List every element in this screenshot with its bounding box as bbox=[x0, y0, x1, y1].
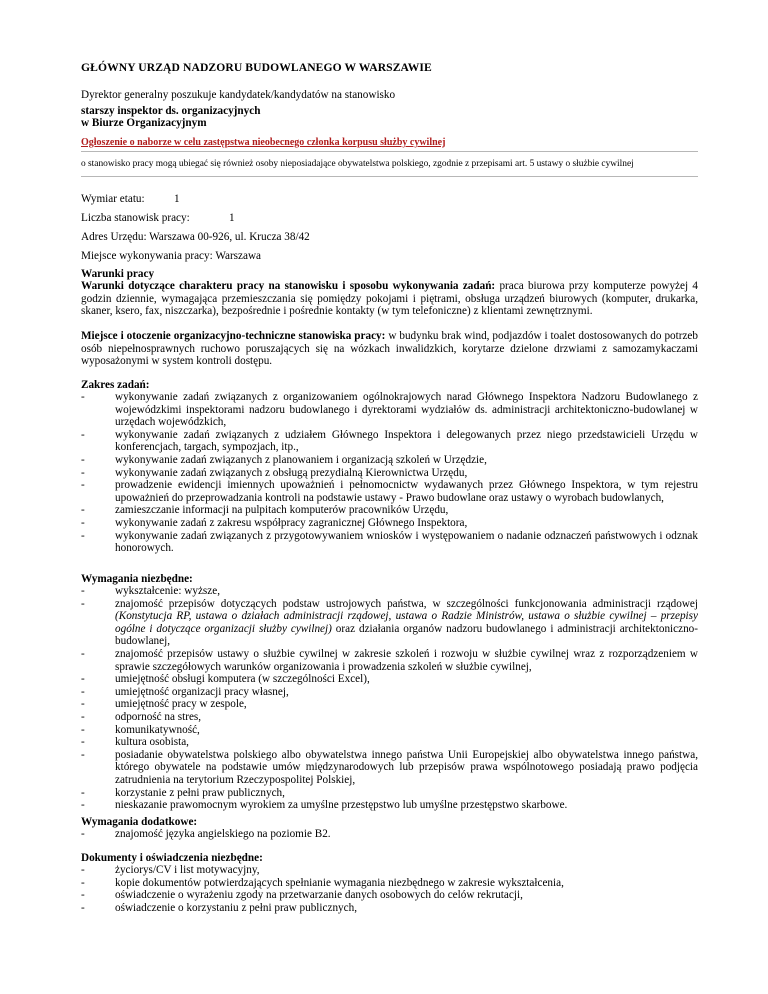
list-item: - odporność na stres, bbox=[81, 711, 698, 724]
divider-top bbox=[81, 151, 698, 152]
wymagania-item2-acts: (Konstytucja RP, ustawa o działach administracji rządowej, ustawa o Radzie Ministrów, ustawa o służbie cywilnej – przepisy ogólne i dotyczące organizacji służby cywilnej) bbox=[115, 610, 698, 635]
office-title: GŁÓWNY URZĄD NADZORU BUDOWLANEGO W WARSZAWIE bbox=[81, 61, 432, 74]
warunki-paragraph-1 bbox=[81, 280, 698, 318]
notice-link[interactable]: Ogłoszenie o naborze w celu zastępstwa nieobecnego członka korpusu służby cywilnej bbox=[81, 137, 446, 148]
list-item: - korzystanie z pełni praw publicznych, bbox=[81, 787, 698, 800]
position-title-line2: w Biurze Organizacyjnym bbox=[81, 117, 207, 129]
list-item: - wykonywanie zadań związanych z obsługą prezydialną Kierownictwa Urzędu, bbox=[81, 467, 698, 480]
dodatkowe-list bbox=[81, 828, 698, 841]
wymagania-item2-text-c: oraz działania organów nadzoru budowlanego i administracji architektoniczno-budowlanej, bbox=[115, 622, 698, 648]
list-item: - kopie dokumentów potwierdzających spełnianie wymagania niezbędnego w zakresie wykształcenia, bbox=[81, 877, 698, 890]
liczba-stanowisk-value: 1 bbox=[229, 212, 235, 224]
warunki-heading: Warunki pracy bbox=[81, 268, 155, 280]
list-item: - umiejętność pracy w zespole, bbox=[81, 698, 698, 711]
office-address: Adres Urzędu: Warszawa 00-926, ul. Krucza 38/42 bbox=[81, 231, 310, 243]
work-location: Miejsce wykonywania pracy: Warszawa bbox=[81, 250, 261, 262]
list-item: - życiorys/CV i list motywacyjny, bbox=[81, 864, 698, 877]
position-title-line1: starszy inspektor ds. organizacyjnych bbox=[81, 105, 261, 117]
dodatkowe-heading: Wymagania dodatkowe: bbox=[81, 816, 198, 828]
liczba-stanowisk-row bbox=[81, 212, 698, 225]
list-item: - oświadczenie o korzystaniu z pełni praw publicznych, bbox=[81, 902, 698, 915]
warunki-p2-text: w budynku brak wind, podjazdów i toalet dostosowanych do potrzeb osób niepełnosprawnych ruchowo poruszających się na wózkach inwalidzkich, korytarze dzielone drzwiami z samozamykaczami wyposażonymi w system kontroli dostępu. bbox=[81, 330, 698, 368]
dokumenty-list bbox=[81, 864, 698, 914]
list-item: - wykonywanie zadań związanych z planowaniem i organizacją szkoleń w Urzędzie, bbox=[81, 454, 698, 467]
list-item: - umiejętność obsługi komputera (w szczególności Excel), bbox=[81, 673, 698, 686]
list-item: - wykształcenie: wyższe, bbox=[81, 585, 698, 598]
list-item: - znajomość przepisów ustawy o służbie cywilnej w zakresie szkoleń i rozwoju w służbie cywilnej wraz z rozporządzeniem w sprawie szczegółowych warunków organizowania i prowadzenia szkoleń w służbie cywilnej, bbox=[81, 648, 698, 673]
warunki-p1-label: Warunki dotyczące charakteru pracy na stanowisku i sposobu wykonywania zadań: bbox=[81, 280, 496, 292]
list-item: - zamieszczanie informacji na pulpitach komputerów pracowników Urzędu, bbox=[81, 504, 698, 517]
list-item: - posiadanie obywatelstwa polskiego albo obywatelstwa innego państwa Unii Europejskiej albo obywatelstwa innego państwa, którego obywatele na podstawie umów międzynarodowych lub przepisów prawa wspólnotowego posiadają prawo podjęcia zatrudnienia na terytorium Rzeczypospolitej Polskiej, bbox=[81, 749, 698, 787]
wymiar-etatu-row bbox=[81, 193, 698, 206]
list-item: - znajomość języka angielskiego na poziomie B2. bbox=[81, 828, 698, 841]
wymiar-etatu-label: Wymiar etatu: bbox=[81, 193, 145, 205]
list-item: - umiejętność organizacji pracy własnej, bbox=[81, 686, 698, 699]
warunki-p1-text: praca biurowa przy komputerze powyżej 4 godzin dziennie, wymagająca przemieszczania się pomiędzy pokojami i piętrami, obsługa urządzeń biurowych (komputer, drukarka, skaner, ksero, fax, niszczarka), bezpośrednie i pośrednie kontakty (w tym telefoniczne) z klientami zewnętrznymi. bbox=[81, 280, 698, 318]
intro-text: Dyrektor generalny poszukuje kandydatek/kandydatów na stanowisko bbox=[81, 89, 396, 101]
wymagania-item2-text-a: znajomość przepisów dotyczących podstaw ustrojowych państwa, w szczególności funkcjonowania administracji rządowej bbox=[115, 597, 698, 610]
list-item: - kultura osobista, bbox=[81, 736, 698, 749]
list-item: - oświadczenie o wyrażeniu zgody na przetwarzanie danych osobowych do celów rekrutacji, bbox=[81, 889, 698, 902]
list-item: - wykonywanie zadań związanych z organizowaniem ogólnokrajowych narad Głównego Inspektora Nadzoru Budowlanego z wojewódzkimi inspektorami nadzoru budowlanego i dyrektorami wydziałów ds. administracji architektoniczno-budowlanej w urzędach wojewódzkich, bbox=[81, 391, 698, 429]
zakres-heading: Zakres zadań: bbox=[81, 379, 150, 391]
wymiar-etatu-value: 1 bbox=[174, 193, 180, 205]
list-item: - wykonywanie zadań z zakresu współpracy zagranicznej Głównego Inspektora, bbox=[81, 517, 698, 530]
list-item: - nieskazanie prawomocnym wyrokiem za umyślne przestępstwo lub umyślne przestępstwo skarbowe. bbox=[81, 799, 698, 812]
list-item: - prowadzenie ewidencji imiennych upoważnień i pełnomocnictw wydawanych przez Głównego Inspektora, w tym rejestru upoważnień do przeprowadzania kontroli na podstawie ustawy - Prawo budowlane oraz ustawy o wyrobach budowlanych, bbox=[81, 479, 698, 504]
zakres-list bbox=[81, 391, 698, 555]
list-item: - komunikatywność, bbox=[81, 724, 698, 737]
list-item: - wykonywanie zadań związanych z udziałem Głównego Inspektora i delegowanych przez niego przedstawicieli Urzędu w konferencjach, targach, sympozjach, itp., bbox=[81, 429, 698, 454]
liczba-stanowisk-label: Liczba stanowisk pracy: bbox=[81, 212, 190, 224]
warunki-paragraph-2 bbox=[81, 330, 698, 368]
warunki-p2-label: Miejsce i otoczenie organizacyjno-techniczne stanowiska pracy: bbox=[81, 330, 386, 342]
wymagania-heading: Wymagania niezbędne: bbox=[81, 573, 193, 585]
dokumenty-heading: Dokumenty i oświadczenia niezbędne: bbox=[81, 852, 263, 864]
wymagania-list bbox=[81, 585, 698, 812]
list-item bbox=[81, 598, 698, 648]
divider-bottom bbox=[81, 176, 698, 177]
foreigners-note: o stanowisko pracy mogą ubiegać się również osoby nieposiadające obywatelstwa polskiego, zgodnie z przepisami art. 5 ustawy o służbie cywilnej bbox=[81, 159, 634, 169]
list-item: - wykonywanie zadań związanych z przygotowywaniem wniosków i występowaniem o nadanie odznaczeń państwowych i odznak honorowych. bbox=[81, 530, 698, 555]
